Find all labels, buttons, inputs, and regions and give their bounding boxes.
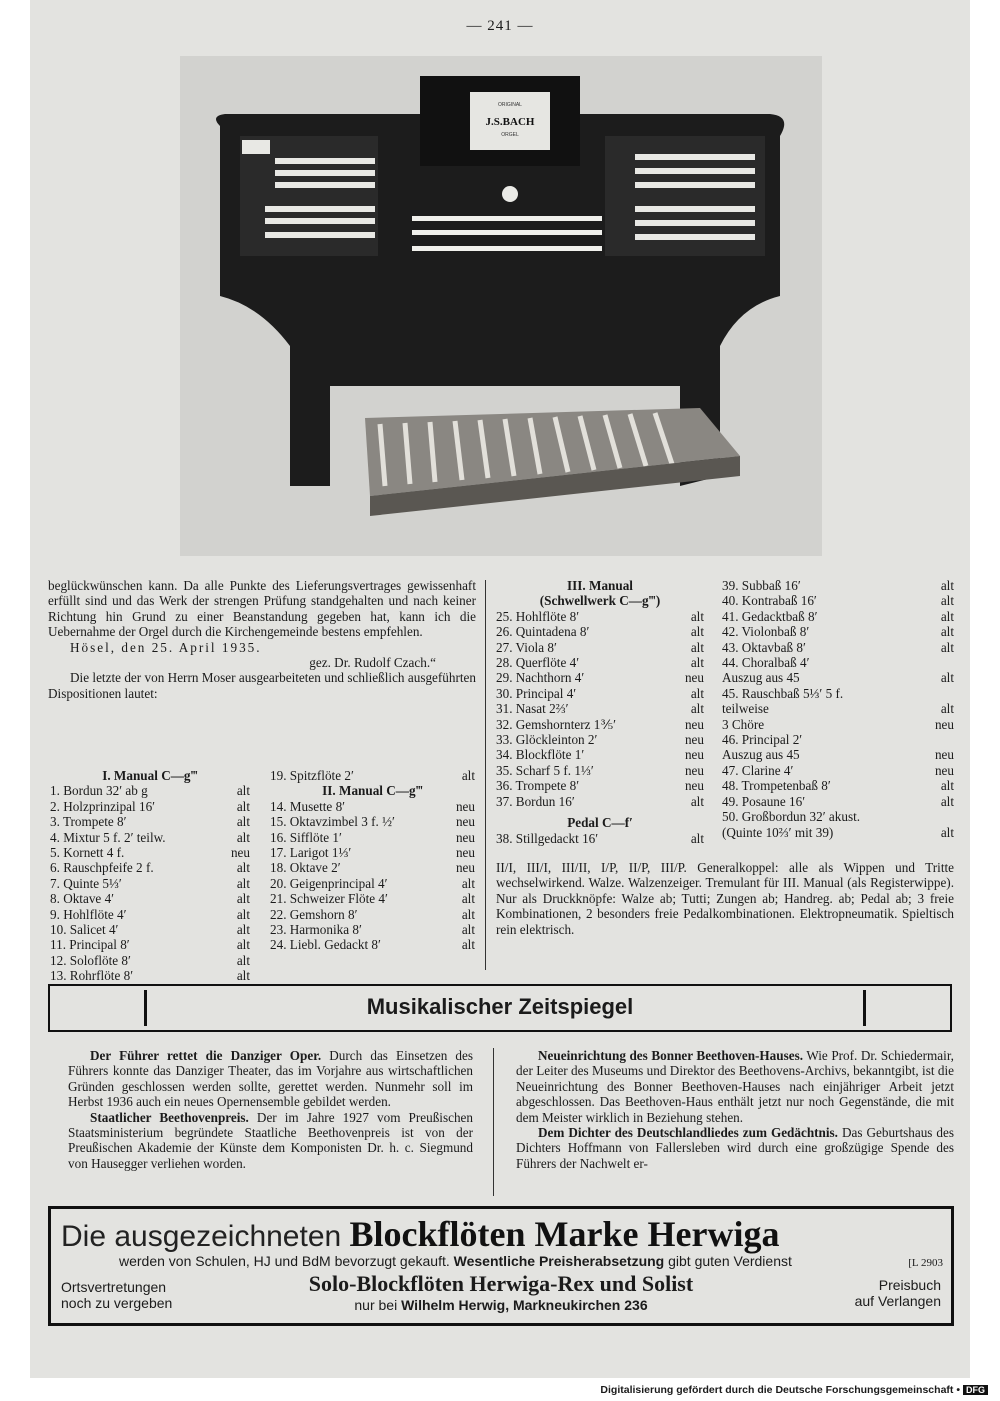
stop-name: 30. Principal 4′ xyxy=(496,685,577,701)
stop-row xyxy=(496,609,704,624)
stop-row xyxy=(496,655,704,670)
stop-state: alt xyxy=(690,624,704,640)
stop-state: neu xyxy=(934,762,954,778)
stop-row xyxy=(722,655,954,670)
stop-row xyxy=(722,763,954,778)
stop-row xyxy=(50,907,250,922)
stop-state: alt xyxy=(236,798,250,814)
stop-row xyxy=(722,578,954,593)
letter-text xyxy=(48,578,476,701)
stop-state: alt xyxy=(940,608,954,624)
news-item xyxy=(68,1048,473,1110)
stop-name: 3. Trompete 8′ xyxy=(50,814,127,830)
ad-headline xyxy=(61,1213,779,1255)
stop-row xyxy=(50,830,250,845)
news-item xyxy=(516,1048,954,1125)
stop-name: 11. Principal 8′ xyxy=(50,937,130,953)
stop-row xyxy=(270,922,475,937)
ad-brand: Blockflöten Marke Herwiga xyxy=(349,1214,780,1254)
ad-reference: [L 2903 xyxy=(908,1257,943,1269)
dfg-logo: DFG xyxy=(963,1385,988,1395)
stop-row xyxy=(270,814,475,829)
stop-name: 50. Großbordun 32′ akust. xyxy=(722,809,861,825)
stop-state: alt xyxy=(940,624,954,640)
ad-intro: Die ausgezeichneten xyxy=(61,1220,350,1253)
stop-row xyxy=(50,891,250,906)
stop-row xyxy=(496,763,704,778)
stop-name: 44. Choralbaß 4′ xyxy=(722,655,810,671)
signature: gez. Dr. Rudolf Czach.“ xyxy=(309,655,436,671)
stop-state: alt xyxy=(940,639,954,655)
news-headline: Staatlicher Beethovenpreis. xyxy=(90,1109,249,1125)
stop-name: 48. Trompetenbaß 8′ xyxy=(722,778,831,794)
stop-state: alt xyxy=(236,891,250,907)
stop-name: 20. Geigenprincipal 4′ xyxy=(270,875,388,891)
stop-state: neu xyxy=(684,670,704,686)
ad-line-2b: Wesentliche Preisherabsetzung xyxy=(453,1253,665,1269)
stop-row xyxy=(270,860,475,875)
stop-state: alt xyxy=(940,824,954,840)
manual-3-list xyxy=(496,578,704,846)
news-item xyxy=(516,1125,954,1171)
stop-row xyxy=(50,937,250,952)
stop-name: 37. Bordun 16′ xyxy=(496,793,575,809)
stop-state: alt xyxy=(940,593,954,609)
stop-row xyxy=(50,860,250,875)
stop-row xyxy=(496,831,704,846)
stop-row xyxy=(50,845,250,860)
stop-row xyxy=(496,686,704,701)
stop-state: alt xyxy=(690,701,704,717)
stop-state: alt xyxy=(461,906,475,922)
stop-name: 16. Sifflöte 1′ xyxy=(270,829,342,845)
manual-3-heading: III. Manual xyxy=(567,578,633,593)
stop-state: alt xyxy=(690,793,704,809)
stop-row xyxy=(722,593,954,608)
stop-state: alt xyxy=(461,891,475,907)
stop-row xyxy=(722,825,954,840)
stop-row xyxy=(270,845,475,860)
stop-row xyxy=(50,814,250,829)
music-title: J.S.BACH xyxy=(485,116,535,128)
stop-name: 27. Viola 8′ xyxy=(496,639,557,655)
column-rule xyxy=(485,580,486,970)
stop-state: alt xyxy=(940,793,954,809)
ad-middle-2a: nur bei xyxy=(354,1297,402,1313)
stop-name: 32. Gemshornterz 1⅗′ xyxy=(496,716,617,732)
ad-left-2: noch zu vergeben xyxy=(61,1295,173,1311)
place-date: Hösel, den 25. April 1935. xyxy=(70,639,262,655)
stop-row xyxy=(722,640,954,655)
stop-name: 15. Oktavzimbel 3 f. ½′ xyxy=(270,814,395,830)
manual-1-list xyxy=(50,768,250,984)
stop-state: alt xyxy=(461,875,475,891)
stop-state xyxy=(948,732,954,747)
stop-row xyxy=(50,783,250,798)
column-rule xyxy=(493,1048,494,1196)
stop-row xyxy=(270,768,475,783)
section-title: Musikalischer Zeitspiegel xyxy=(366,994,634,1019)
stop-state: neu xyxy=(684,732,704,748)
stop-name: teilweise xyxy=(722,701,769,717)
stop-row xyxy=(496,794,704,809)
disposition-intro: Die letzte der von Herrn Moser ausgearbeiteten und schließlich ausgeführten Dispositionen lautet: xyxy=(48,670,476,701)
stop-name: 36. Trompete 8′ xyxy=(496,778,580,794)
stop-name: 24. Liebl. Gedackt 8′ xyxy=(270,937,381,953)
stop-name: 12. Soloflöte 8′ xyxy=(50,952,131,968)
stop-state: alt xyxy=(461,937,475,953)
ad-right-2: auf Verlangen xyxy=(854,1293,941,1309)
section-banner xyxy=(48,984,952,1032)
stop-row xyxy=(50,876,250,891)
ad-right-note xyxy=(855,1277,941,1309)
stop-state: alt xyxy=(236,783,250,799)
stop-row xyxy=(270,830,475,845)
stop-row xyxy=(496,701,704,716)
stop-state: alt xyxy=(236,952,250,968)
stop-row xyxy=(270,907,475,922)
manual-2-stops xyxy=(270,799,475,953)
pedal-stops xyxy=(722,578,954,840)
stop-state: alt xyxy=(461,768,475,783)
stop-name: 18. Oktave 2′ xyxy=(270,860,341,876)
stop-row xyxy=(722,686,954,701)
stop-row xyxy=(50,922,250,937)
footer-credit xyxy=(600,1384,988,1396)
manual-2-list xyxy=(270,768,475,953)
manual-2-heading: II. Manual C—g‴ xyxy=(322,783,423,799)
manual-3-subheading: (Schwellwerk C—g‴) xyxy=(539,593,661,609)
ad-left-note xyxy=(61,1279,172,1311)
news-body: Der im Jahre 1927 vom Preußischen Staatsministerium begründete Staatliche Beethovenpreis ist von der Preußischen Akademie der Künste dem Komponisten Dr. h. c. Siegmund von Hausegger verliehen worden. xyxy=(68,1109,473,1171)
stop-name: 39. Subbaß 16′ xyxy=(722,578,801,593)
stop-name: 29. Nachthorn 4′ xyxy=(496,670,585,686)
stop-row xyxy=(270,876,475,891)
stop-row xyxy=(50,953,250,968)
stop-state: alt xyxy=(940,578,954,593)
stop-name: 34. Blockflöte 1′ xyxy=(496,747,585,763)
stop-state: alt xyxy=(236,937,250,953)
stop-state: alt xyxy=(236,922,250,938)
stop-state: alt xyxy=(236,968,250,984)
stop-state: neu xyxy=(684,716,704,732)
stop-state: neu xyxy=(684,778,704,794)
page-number: — 241 — xyxy=(466,18,534,34)
stop-row xyxy=(722,670,954,685)
stop-name: 17. Larigot 1⅓′ xyxy=(270,845,352,861)
stop-name: 45. Rauschbaß 5⅓′ 5 f. xyxy=(722,685,844,701)
stop-row xyxy=(722,778,954,793)
stop-name: Auszug aus 45 xyxy=(722,670,800,686)
stop-state: alt xyxy=(690,655,704,671)
letter-paragraph: beglückwünschen kann. Da alle Punkte des Lieferungsvertrages gewissenhaft erfüllt sind und das Werk der strengen Prüfung standgehalten und nach keiner Richtung hin Grund zu einer Beanstandung gegeben hat, kann ich die Uebernahme der Orgel durch die Kirchengemeinde bestens empfehlen. xyxy=(48,578,476,640)
stop-state: alt xyxy=(690,639,704,655)
stop-state: alt xyxy=(236,875,250,891)
stop-state: alt xyxy=(236,860,250,876)
stop-state: neu xyxy=(684,747,704,763)
ad-line-2 xyxy=(119,1253,792,1269)
news-item xyxy=(68,1110,473,1172)
newspaper-page xyxy=(30,0,970,1378)
stop-state: neu xyxy=(230,845,250,861)
stop-name: 2. Holzprinzipal 16′ xyxy=(50,798,156,814)
stop-state: neu xyxy=(455,814,475,830)
stop-state: alt xyxy=(940,701,954,717)
stop-name: 41. Gedacktbaß 8′ xyxy=(722,608,818,624)
stop-name: 1. Bordun 32′ ab g xyxy=(50,783,148,799)
stop-row xyxy=(722,609,954,624)
ad-middle-2b: Wilhelm Herwig, Markneukirchen 236 xyxy=(401,1297,648,1313)
stop-name: (Quinte 10⅔′ mit 39) xyxy=(722,824,834,840)
stop-row xyxy=(270,891,475,906)
stop-state: alt xyxy=(236,814,250,830)
stop-name: 21. Schweizer Flöte 4′ xyxy=(270,891,388,907)
stop-state: neu xyxy=(455,845,475,861)
stop-name: 3 Chöre xyxy=(722,716,765,732)
stop-row xyxy=(722,624,954,639)
stop-state: neu xyxy=(455,798,475,814)
stop-name: 10. Salicet 4′ xyxy=(50,922,119,938)
manual-1-stops xyxy=(50,783,250,983)
manual-1-heading: I. Manual C—g‴ xyxy=(102,768,198,783)
stop-name: 8. Oktave 4′ xyxy=(50,891,115,907)
stop-state: neu xyxy=(455,829,475,845)
footer-text: Digitalisierung gefördert durch die Deutsche Forschungsgemeinschaft • xyxy=(600,1384,960,1396)
stop-name: 28. Querflöte 4′ xyxy=(496,655,580,671)
pedal-list xyxy=(722,578,954,840)
stop-row xyxy=(50,799,250,814)
stop-row xyxy=(496,778,704,793)
stop-state: alt xyxy=(690,830,704,846)
stop-name: 14. Musette 8′ xyxy=(270,798,346,814)
stop-row xyxy=(496,732,704,747)
news-headline: Der Führer rettet die Danziger Oper. xyxy=(90,1048,322,1063)
stop-row xyxy=(50,968,250,983)
stop-row xyxy=(722,794,954,809)
stop-name: 47. Clarine 4′ xyxy=(722,762,794,778)
stop-name: Auszug aus 45 xyxy=(722,747,800,763)
stop-state xyxy=(948,655,954,670)
stop-row xyxy=(722,717,954,732)
stop-name: 26. Quintadena 8′ xyxy=(496,624,590,640)
news-body: Das Geburtshaus des Dichters Hoffmann von Fallersleben wird durch eine großzügige Spende des Führers der Nachwelt er- xyxy=(516,1125,954,1171)
ad-line-2a: werden von Schulen, HJ und BdM bevorzugt gekauft. xyxy=(119,1253,454,1269)
ad-line-2c: gibt guten Verdienst xyxy=(664,1253,792,1269)
ad-middle-headline: Solo-Blockflöten Herwiga-Rex und Solist xyxy=(308,1271,694,1296)
stop-state: alt xyxy=(940,670,954,686)
stop-name: 40. Kontrabaß 16′ xyxy=(722,593,817,609)
ad-right-1: Preisbuch xyxy=(878,1277,941,1293)
stop-row xyxy=(722,701,954,716)
stop-state xyxy=(948,809,954,824)
stop-name: 6. Rauschpfeife 2 f. xyxy=(50,860,154,876)
ad-left-1: Ortsvertretungen xyxy=(61,1279,167,1295)
organ-console-photo xyxy=(180,56,822,556)
advertisement xyxy=(48,1206,954,1326)
stop-state: neu xyxy=(934,747,954,763)
stop-name: 19. Spitzflöte 2′ xyxy=(270,768,354,783)
stop-row xyxy=(496,717,704,732)
stop-row xyxy=(496,747,704,762)
stop-name: 35. Scharf 5 f. 1⅓′ xyxy=(496,762,594,778)
stop-name: 31. Nasat 2⅔′ xyxy=(496,701,569,717)
news-headline: Neueinrichtung des Bonner Beethoven-Hauses. xyxy=(538,1048,804,1063)
stop-name: 23. Harmonika 8′ xyxy=(270,922,362,938)
stop-state: alt xyxy=(461,922,475,938)
ad-middle-line xyxy=(211,1297,791,1313)
stop-row xyxy=(496,640,704,655)
stop-state: alt xyxy=(236,829,250,845)
news-right-column xyxy=(516,1048,954,1171)
news-body: Durch das Einsetzen des Führers konnte das Danziger Theater, das im Vorjahre aus wirtschaftlichen Gründen geschlossen werden sollte, gerettet werden. Nunmehr soll im Herbst 1936 auch ein neues Opernensemble gebildet werden. xyxy=(68,1048,473,1110)
stop-name: 33. Glöckleinton 2′ xyxy=(496,732,598,748)
stop-name: 9. Hohlflöte 4′ xyxy=(50,906,127,922)
news-body: Wie Prof. Dr. Schiedermair, der Leiter des Museums und Direktor des Beethovens-Archivs, bekanntgibt, ist die Neueinrichtung des Bonner Beethoven-Hauses nach einjähriger Arbeit jetzt abgeschlossen. Das Beethoven-Haus enthält jetzt nur noch Gegenstände, die mit dem Meister wirklich in Beziehung stehen. xyxy=(516,1048,954,1125)
stop-row xyxy=(722,809,954,824)
stop-name: 46. Principal 2′ xyxy=(722,732,803,748)
stop-state: alt xyxy=(690,685,704,701)
stop-state xyxy=(948,686,954,701)
stop-row xyxy=(722,732,954,747)
stop-name: 38. Stillgedackt 16′ xyxy=(496,830,599,846)
news-left-column xyxy=(68,1048,473,1171)
stop-state: neu xyxy=(455,860,475,876)
couplers-text: II/I, III/I, III/II, I/P, II/P, III/P. Generalkoppel: alle als Wippen und Tritte wechselwirkend. Walze. Walzenzeiger. Tremulant für III. Manual (als Registerwippe). Nur als Druckknöpfe: Walze ab; Tutti; Zungen ab; Handreg. ab; Pedal ab; 3 freie Kombinationen, 2 besonders freie Pedalkombinationen. Elektropneumatik. Spieltisch rein elektrisch. xyxy=(496,860,954,937)
stop-name: 43. Oktavbaß 8′ xyxy=(722,639,806,655)
pedal-heading: Pedal C—f′ xyxy=(567,815,633,831)
stop-row xyxy=(722,747,954,762)
music-subtitle: ORGEL xyxy=(501,132,519,138)
manual-3-stops xyxy=(496,609,704,809)
stop-state: neu xyxy=(934,716,954,732)
organ-illustration xyxy=(180,56,822,556)
stop-state: alt xyxy=(690,608,704,624)
music-top-label: ORIGINAL xyxy=(498,102,522,108)
stop-name: 22. Gemshorn 8′ xyxy=(270,906,358,922)
stop-row xyxy=(270,937,475,952)
stop-row xyxy=(496,624,704,639)
stop-row xyxy=(496,670,704,685)
stop-state: alt xyxy=(236,906,250,922)
stop-row xyxy=(270,799,475,814)
news-headline: Dem Dichter des Deutschlandliedes zum Gedächtnis. xyxy=(538,1125,838,1141)
stop-name: 7. Quinte 5⅓′ xyxy=(50,875,122,891)
stop-state: neu xyxy=(684,762,704,778)
stop-name: 13. Rohrflöte 8′ xyxy=(50,968,134,984)
stop-name: 49. Posaune 16′ xyxy=(722,793,806,809)
stop-name: 4. Mixtur 5 f. 2′ teilw. xyxy=(50,829,166,845)
stop-name: 5. Kornett 4 f. xyxy=(50,845,125,861)
stop-name: 25. Hohlflöte 8′ xyxy=(496,608,580,624)
stop-state: alt xyxy=(940,778,954,794)
stop-name: 42. Violonbaß 8′ xyxy=(722,624,810,640)
